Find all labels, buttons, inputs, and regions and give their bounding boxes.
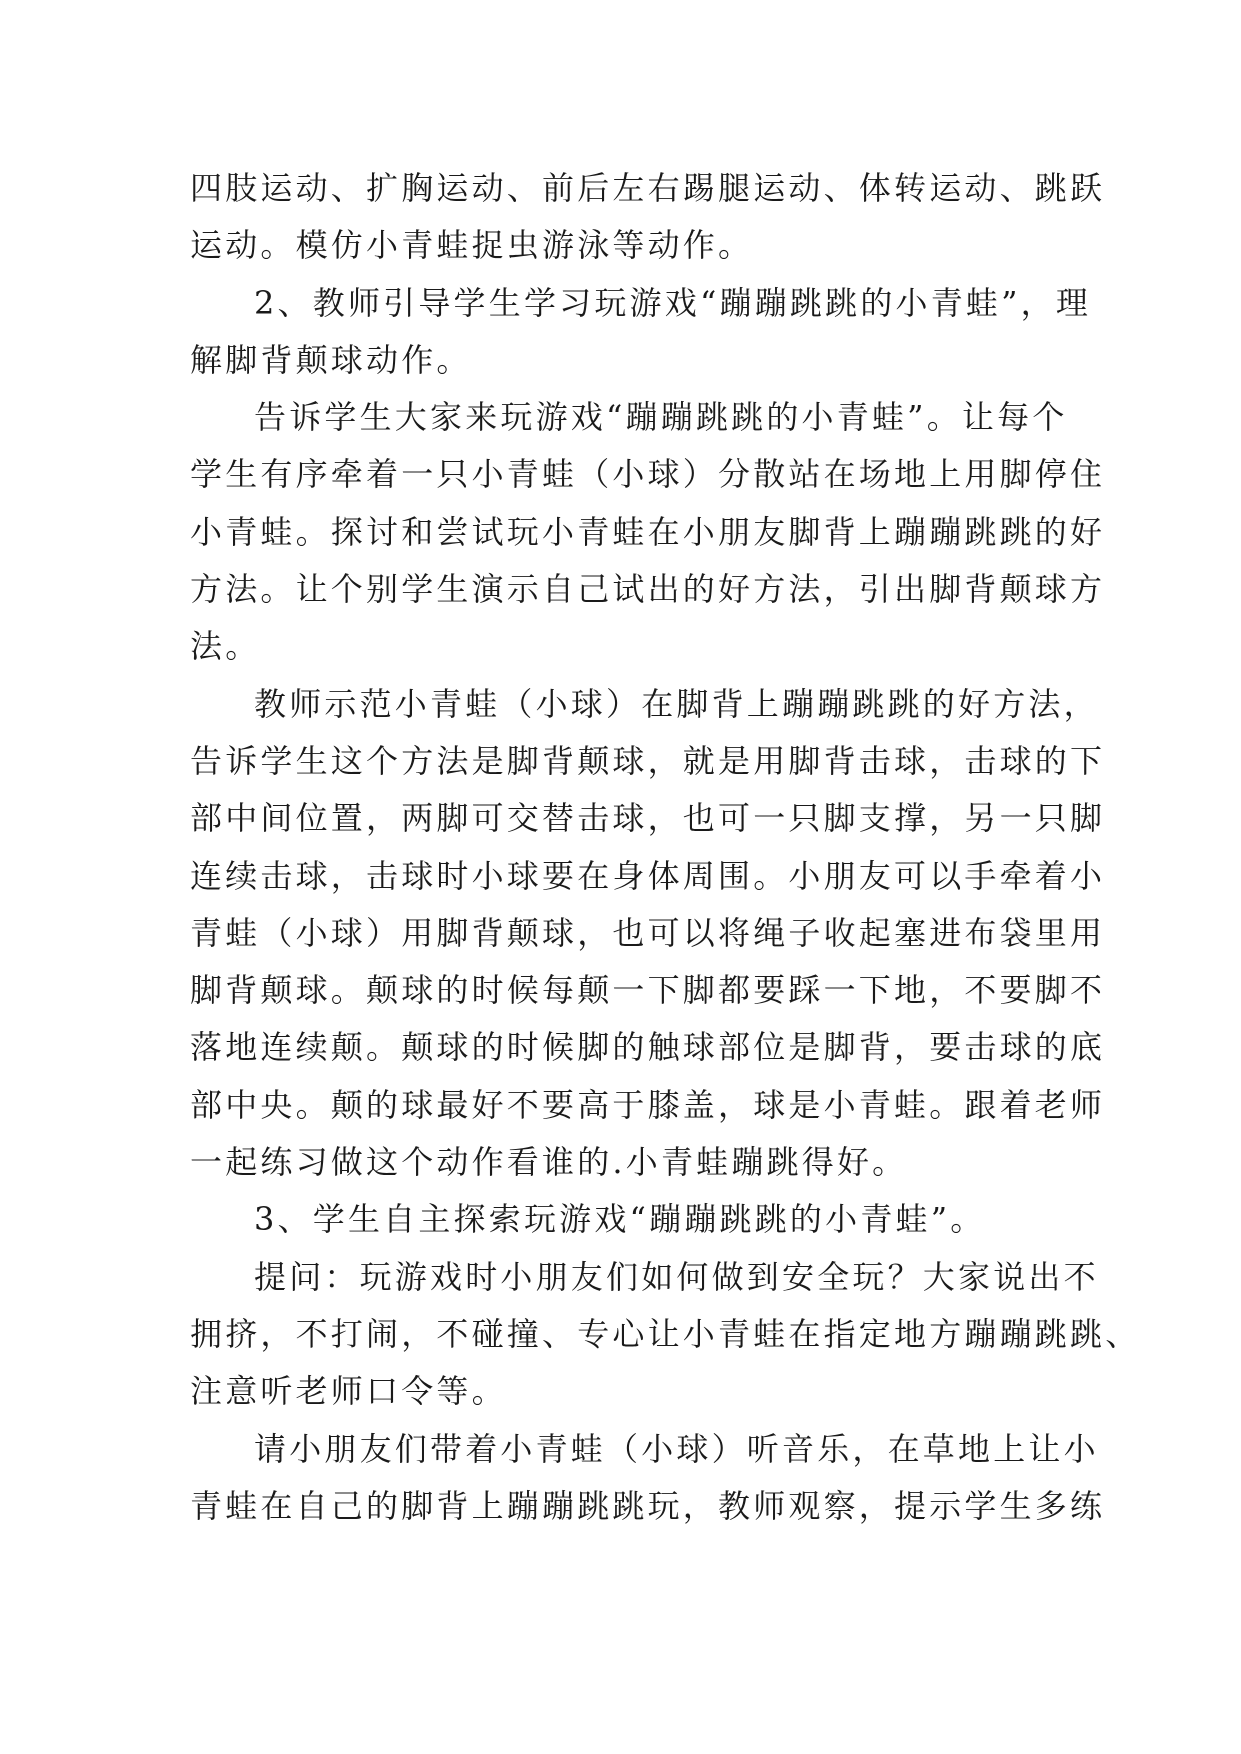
text-line: 落地连续颠。颠球的时候脚的触球部位是脚背，要击球的底 — [190, 1028, 1106, 1067]
text-line: 脚背颠球。颠球的时候每颠一下脚都要踩一下地，不要脚不 — [190, 971, 1106, 1010]
text-line: 3、学生自主探索玩游戏“蹦蹦跳跳的小青蛙”。 — [254, 1200, 986, 1239]
text-line: 请小朋友们带着小青蛙（小球）听音乐，在草地上让小 — [254, 1429, 1099, 1468]
paragraph-3 — [190, 389, 1106, 675]
text-line: 部中央。颠的球最好不要高于膝盖，球是小青蛙。跟着老师 — [190, 1085, 1106, 1124]
text-line: 学生有序牵着一只小青蛙（小球）分散站在场地上用脚停住 — [190, 455, 1106, 494]
text-line: 四肢运动、扩胸运动、前后左右踢腿运动、体转运动、跳跃 — [190, 169, 1106, 207]
text-line: 部中间位置，两脚可交替击球，也可一只脚支撑，另一只脚 — [190, 799, 1106, 838]
text-line: 法。 — [190, 627, 261, 666]
text-line: 注意听老师口令等。 — [190, 1372, 507, 1411]
text-line: 一起练习做这个动作看谁的.小青蛙蹦跳得好。 — [190, 1143, 908, 1182]
text-line: 解脚背颠球动作。 — [190, 340, 472, 379]
text-line: 教师示范小青蛙（小球）在脚背上蹦蹦跳跳的好方法， — [254, 684, 1099, 723]
document-page — [190, 160, 1141, 1535]
paragraph-5 — [190, 1191, 1052, 1248]
text-line: 连续击球，击球时小球要在身体周围。小朋友可以手牵着小 — [190, 856, 1106, 895]
text-line: 拥挤，不打闹，不碰撞、专心让小青蛙在指定地方蹦蹦跳跳、 — [190, 1314, 1141, 1353]
text-line: 方法。让个别学生演示自己试出的好方法，引出脚背颠球方 — [190, 570, 1106, 609]
text-line: 告诉学生这个方法是脚背颠球，就是用脚背击球，击球的下 — [190, 741, 1106, 780]
text-line: 告诉学生大家来玩游戏“蹦蹦跳跳的小青蛙”。让每个 — [254, 398, 1068, 437]
text-line: 青蛙在自己的脚背上蹦蹦跳跳玩，教师观察，提示学生多练 — [190, 1486, 1106, 1525]
paragraph-7 — [190, 1421, 1106, 1536]
paragraph-4 — [190, 676, 1106, 1192]
paragraph-1 — [190, 160, 1106, 275]
text-line: 运动。模仿小青蛙捉虫游泳等动作。 — [190, 226, 754, 265]
paragraph-2 — [190, 275, 1092, 390]
text-line: 青蛙（小球）用脚背颠球，也可以将绳子收起塞进布袋里用 — [190, 913, 1106, 952]
text-line: 提问：玩游戏时小朋友们如何做到安全玩？大家说出不 — [254, 1257, 1099, 1296]
text-line: 小青蛙。探讨和尝试玩小青蛙在小朋友脚背上蹦蹦跳跳的好 — [190, 512, 1106, 551]
paragraph-6 — [190, 1249, 1141, 1421]
text-line: 2、教师引导学生学习玩游戏“蹦蹦跳跳的小青蛙”，理 — [254, 283, 1092, 322]
